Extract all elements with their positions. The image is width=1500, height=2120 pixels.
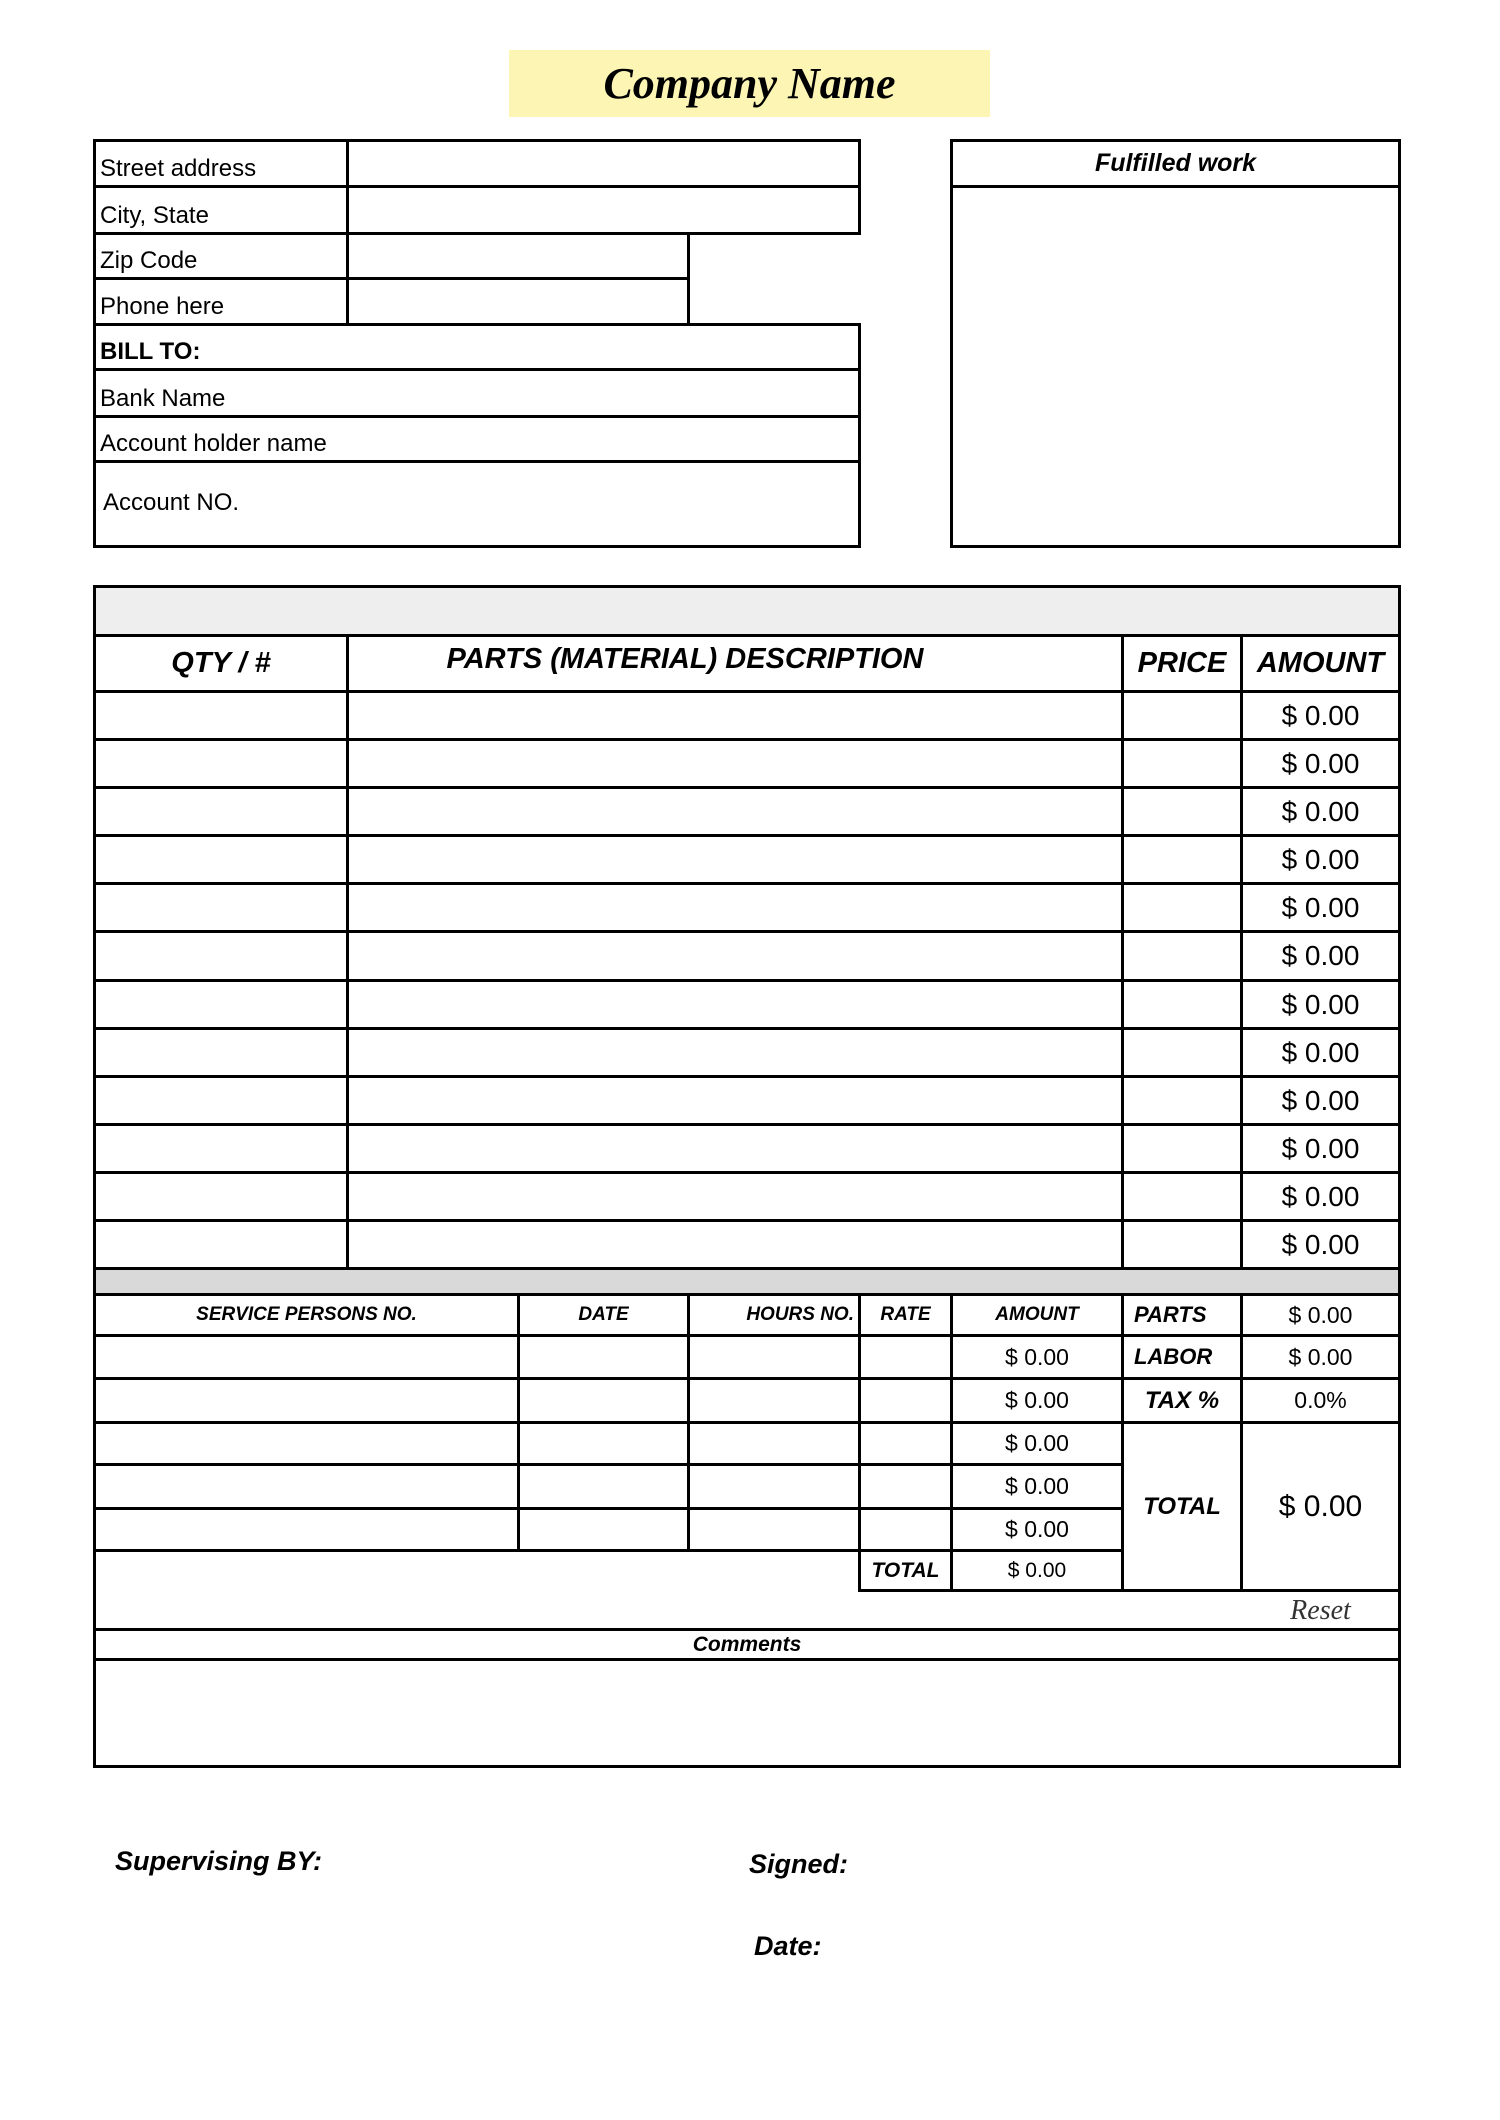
labor-amount-text: $ 0.00 — [1005, 1343, 1069, 1370]
account-holder-field[interactable] — [93, 415, 861, 463]
price-input[interactable] — [1121, 979, 1243, 1030]
part-amount — [1240, 1075, 1401, 1126]
parts-total — [1240, 1293, 1401, 1337]
rate-input[interactable] — [858, 1421, 953, 1466]
hours-input[interactable] — [687, 1334, 861, 1380]
part-amount-text: $ 0.00 — [1281, 747, 1360, 779]
zip-code-label — [93, 232, 349, 280]
qty-input[interactable] — [93, 834, 349, 885]
amount-header-text: AMOUNT — [995, 1304, 1079, 1325]
tax-percent-input-text: 0.0% — [1294, 1387, 1347, 1413]
account-number-field[interactable] — [93, 460, 861, 548]
person-input[interactable] — [93, 1507, 520, 1552]
comments-header-text: Comments — [692, 1632, 802, 1656]
part-amount — [1240, 690, 1401, 741]
zip-code-label-text: Zip Code — [100, 247, 198, 274]
comments-header — [93, 1628, 1401, 1661]
street-address-label — [93, 139, 349, 188]
description-header-text: PARTS (MATERIAL) DESCRIPTION — [446, 643, 924, 675]
part-amount — [1240, 979, 1401, 1030]
parts-label — [1121, 1293, 1243, 1337]
section-divider — [93, 1267, 1401, 1296]
labor-total-summary — [1240, 1334, 1401, 1380]
hours-input[interactable] — [687, 1463, 861, 1510]
part-amount-text: $ 0.00 — [1281, 843, 1360, 875]
qty-input[interactable] — [93, 1171, 349, 1222]
description-input[interactable] — [346, 834, 1124, 885]
description-input[interactable] — [346, 930, 1124, 982]
description-header — [346, 634, 1124, 693]
parts-label-text: PARTS — [1134, 1302, 1207, 1327]
description-input[interactable] — [346, 1219, 1124, 1270]
price-input[interactable] — [1121, 738, 1243, 789]
labor-amount-text: $ 0.00 — [1005, 1387, 1069, 1413]
labor-label — [1121, 1334, 1243, 1380]
part-amount — [1240, 1219, 1401, 1270]
part-amount — [1240, 738, 1401, 789]
description-input[interactable] — [346, 690, 1124, 741]
price-input[interactable] — [1121, 1123, 1243, 1174]
fulfilled-work-area[interactable] — [950, 185, 1401, 548]
part-amount — [1240, 1027, 1401, 1078]
phone-input[interactable] — [346, 277, 690, 326]
bill-to-label-text: BILL TO: — [100, 338, 201, 365]
part-amount — [1240, 1123, 1401, 1174]
description-input[interactable] — [346, 882, 1124, 933]
amount-header — [950, 1293, 1124, 1337]
rate-input[interactable] — [858, 1507, 953, 1552]
qty-header-text: QTY / # — [171, 647, 271, 679]
person-input[interactable] — [93, 1463, 520, 1510]
labor-amount — [950, 1463, 1124, 1510]
price-input[interactable] — [1121, 1219, 1243, 1270]
price-input[interactable] — [1121, 1171, 1243, 1222]
date-input[interactable] — [517, 1334, 690, 1380]
rate-input[interactable] — [858, 1334, 953, 1380]
price-input[interactable] — [1121, 930, 1243, 982]
labor-amount-text: $ 0.00 — [1005, 1516, 1069, 1542]
description-input[interactable] — [346, 1027, 1124, 1078]
date-label: Date: — [754, 1931, 822, 1961]
parts-total-text: $ 0.00 — [1288, 1301, 1353, 1328]
part-amount — [1240, 786, 1401, 837]
rate-input[interactable] — [858, 1377, 953, 1424]
hours-input[interactable] — [687, 1507, 861, 1552]
part-amount-text: $ 0.00 — [1281, 1084, 1360, 1116]
qty-input[interactable] — [93, 690, 349, 741]
part-amount-text: $ 0.00 — [1281, 891, 1360, 923]
qty-input[interactable] — [93, 882, 349, 933]
labor-total — [950, 1549, 1124, 1592]
fulfilled-work-header-text: Fulfilled work — [1094, 149, 1257, 177]
person-header — [93, 1293, 520, 1337]
date-input[interactable] — [517, 1377, 690, 1424]
grand-total-text: $ 0.00 — [1278, 1489, 1363, 1523]
tax-label-text: TAX % — [1144, 1386, 1220, 1414]
amount-header — [1240, 634, 1401, 693]
amount-header-text: AMOUNT — [1256, 647, 1385, 679]
hours-input[interactable] — [687, 1377, 861, 1424]
person-input[interactable] — [93, 1421, 520, 1466]
city-state-label-text: City, State — [100, 202, 209, 229]
description-input[interactable] — [346, 786, 1124, 837]
bank-name-field[interactable] — [93, 368, 861, 418]
date-header — [517, 1293, 690, 1337]
part-amount — [1240, 930, 1401, 982]
labor-amount — [950, 1507, 1124, 1552]
price-input[interactable] — [1121, 1027, 1243, 1078]
date-header-text: DATE — [578, 1304, 629, 1325]
part-amount-text: $ 0.00 — [1281, 988, 1360, 1020]
tax-label — [1121, 1377, 1243, 1424]
hours-header — [687, 1293, 861, 1337]
city-state-input[interactable] — [346, 185, 861, 235]
part-amount-text: $ 0.00 — [1281, 1132, 1360, 1164]
labor-total-label — [858, 1549, 953, 1592]
qty-input[interactable] — [93, 738, 349, 789]
supervising-by-label: Supervising BY: — [115, 1846, 323, 1876]
account-holder-field-text: Account holder name — [100, 430, 327, 457]
street-address-input[interactable] — [346, 139, 861, 188]
description-input[interactable] — [346, 1171, 1124, 1222]
price-input[interactable] — [1121, 1075, 1243, 1126]
date-input[interactable] — [517, 1507, 690, 1552]
phone-label-text: Phone here — [100, 293, 225, 320]
bank-name-field-text: Bank Name — [100, 385, 226, 412]
hours-input[interactable] — [687, 1421, 861, 1466]
price-header — [1121, 634, 1243, 693]
qty-input[interactable] — [93, 1027, 349, 1078]
description-input[interactable] — [346, 979, 1124, 1030]
labor-amount — [950, 1334, 1124, 1380]
qty-input[interactable] — [93, 1123, 349, 1174]
price-input[interactable] — [1121, 786, 1243, 837]
phone-label — [93, 277, 349, 326]
person-input[interactable] — [93, 1334, 520, 1380]
part-amount — [1240, 834, 1401, 885]
person-header-text: SERVICE PERSONS NO. — [196, 1304, 417, 1325]
date-input[interactable] — [517, 1463, 690, 1510]
labor-amount-text: $ 0.00 — [1005, 1473, 1069, 1499]
hours-header-text: HOURS NO. — [746, 1304, 854, 1325]
description-input[interactable] — [346, 1075, 1124, 1126]
price-header-text: PRICE — [1137, 647, 1227, 679]
parts-table-banner — [93, 585, 1401, 637]
rate-header-text: RATE — [880, 1304, 931, 1325]
city-state-label — [93, 185, 349, 235]
company-name: Company Name — [509, 50, 990, 117]
part-amount-text: $ 0.00 — [1281, 940, 1360, 971]
street-address-label-text: Street address — [100, 155, 257, 182]
rate-input[interactable] — [858, 1463, 953, 1510]
date-input[interactable] — [517, 1421, 690, 1466]
price-input[interactable] — [1121, 882, 1243, 933]
part-amount — [1240, 1171, 1401, 1222]
qty-input[interactable] — [93, 979, 349, 1030]
labor-amount — [950, 1421, 1124, 1466]
labor-amount-text: $ 0.00 — [1005, 1430, 1069, 1456]
qty-input[interactable] — [93, 1219, 349, 1270]
comments-input[interactable] — [93, 1658, 1401, 1768]
description-input[interactable] — [346, 738, 1124, 789]
person-input[interactable] — [93, 1377, 520, 1424]
reset-button-text[interactable]: Reset — [1290, 1594, 1351, 1626]
price-input[interactable] — [1121, 690, 1243, 741]
grand-total — [1240, 1421, 1401, 1592]
grand-total-label — [1121, 1421, 1243, 1592]
part-amount-text: $ 0.00 — [1281, 1228, 1360, 1260]
part-amount-text: $ 0.00 — [1281, 1180, 1360, 1212]
bill-to-label — [93, 323, 861, 371]
part-amount-text: $ 0.00 — [1281, 699, 1360, 731]
labor-label-text: LABOR — [1134, 1344, 1213, 1369]
reset-button[interactable] — [1240, 1592, 1401, 1629]
part-amount-text: $ 0.00 — [1281, 795, 1360, 827]
labor-total-text: $ 0.00 — [1007, 1558, 1067, 1582]
labor-amount — [950, 1377, 1124, 1424]
qty-input[interactable] — [93, 930, 349, 982]
tax-percent-input[interactable] — [1240, 1377, 1401, 1424]
part-amount-text: $ 0.00 — [1281, 1036, 1360, 1068]
price-input[interactable] — [1121, 834, 1243, 885]
qty-input[interactable] — [93, 786, 349, 837]
labor-total-summary-text: $ 0.00 — [1288, 1343, 1353, 1370]
qty-header — [93, 634, 349, 693]
account-number-field-text: Account NO. — [103, 489, 240, 516]
rate-header — [858, 1293, 953, 1337]
signed-label: Signed: — [749, 1849, 848, 1879]
grand-total-label-text: TOTAL — [1143, 1492, 1221, 1520]
labor-total-label-text: TOTAL — [871, 1558, 940, 1582]
fulfilled-work-header — [950, 139, 1401, 188]
qty-input[interactable] — [93, 1075, 349, 1126]
description-input[interactable] — [346, 1123, 1124, 1174]
zip-code-input[interactable] — [346, 232, 690, 280]
part-amount — [1240, 882, 1401, 933]
